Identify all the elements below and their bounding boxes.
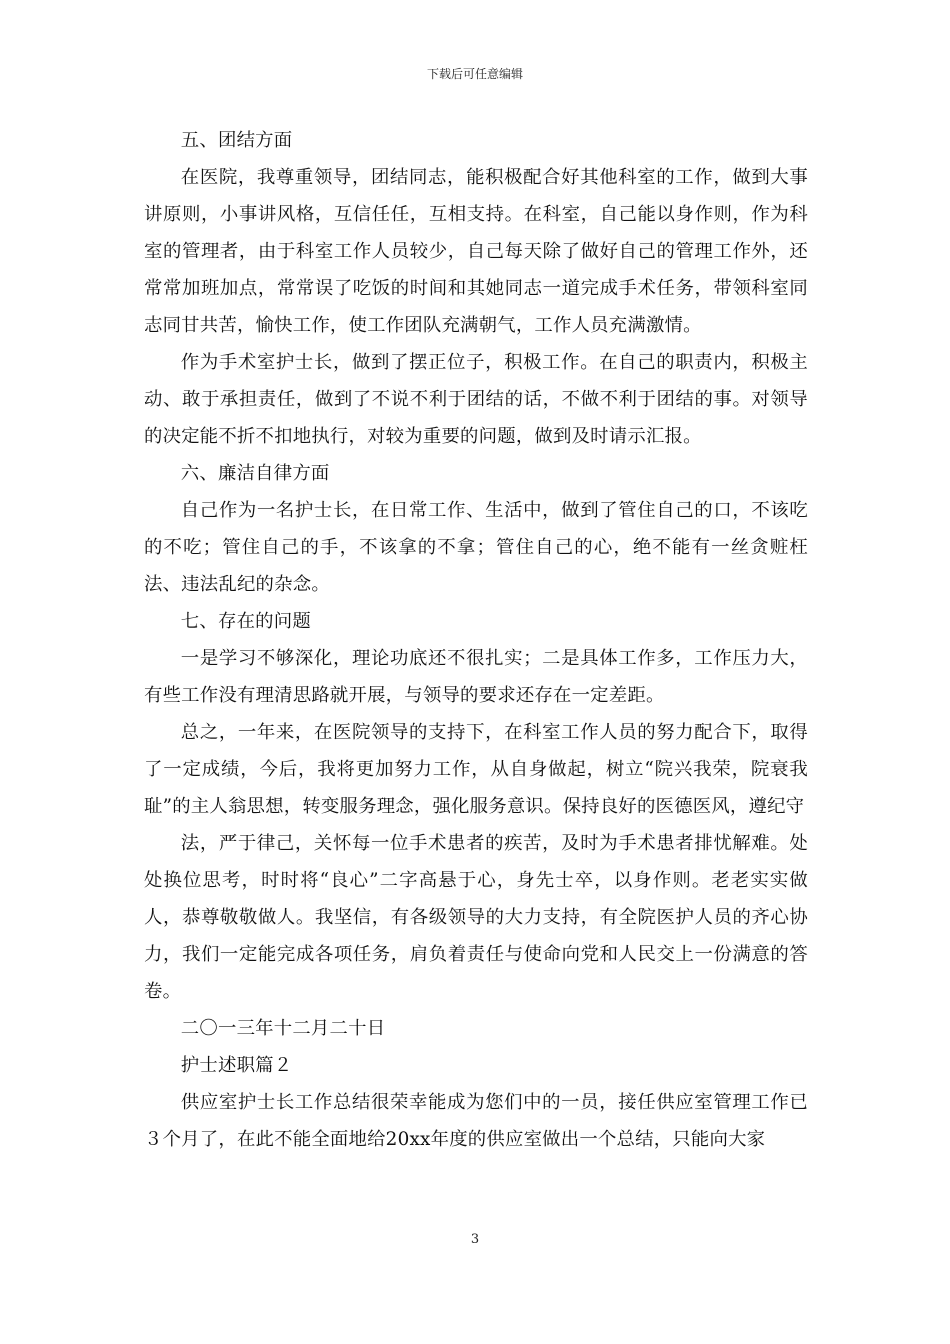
- page-header: 下载后可任意编辑: [426, 67, 523, 81]
- paragraph: 作为手术室护士长，做到了摆正位子，积极工作。在自己的职责内，积极主动、敢于承担责任，做到了不说不利于团结的话，不做不利于团结的事。对领导的决定能不折不扣地执行，对较为重要的问题，做到及时请示汇报。: [144, 352, 808, 447]
- document-body: [144, 122, 808, 1158]
- section-heading-integrity: 六、廉洁自律方面: [180, 463, 330, 484]
- paragraph: 一是学习不够深化，理论功底还不很扎实；二是具体工作多，工作压力大，有些工作没有理清思路就开展，与领导的要求还存在一定差距。: [144, 648, 808, 706]
- section-heading-unity: 五、团结方面: [180, 130, 293, 151]
- document-date: 二〇一三年十二月二十日: [180, 1018, 386, 1039]
- paragraph: 法，严于律己，关怀每一位手术患者的疾苦，及时为手术患者排忧解难。处处换位思考，时时将“良心”二字高悬于心，身先士卒，以身作则。老老实实做人，恭尊敬敬做人。我坚信，有各级领导的大力支持，有全院医护人员的齐心协力，我们一定能完成各项任务，肩负着责任与使命向党和人民交上一份满意的答卷。: [144, 833, 808, 1002]
- section-heading-problems: 七、存在的问题: [180, 611, 311, 632]
- paragraph: 在医院，我尊重领导，团结同志，能积极配合好其他科室的工作，做到大事讲原则，小事讲风格，互信任任，互相支持。在科室，自己能以身作则，作为科室的管理者，由于科室工作人员较少，自己每天除了做好自己的管理工作外，还常常加班加点，常常误了吃饭的时间和其她同志一道完成手术任务，带领科室同志同甘共苦，愉快工作，使工作团队充满朝气，工作人员充满激情。: [144, 167, 808, 336]
- paragraph: 总之，一年来，在医院领导的支持下，在科室工作人员的努力配合下，取得了一定成绩，今后，我将更加努力工作，从自身做起，树立“院兴我荣，院衰我耻”的主人翁思想，转变服务理念，强化服务意识。保持良好的医德医风，遵纪守: [144, 722, 808, 817]
- paragraph: 供应室护士长工作总结很荣幸能成为您们中的一员，接任供应室管理工作已３个月了，在此不能全面地给20xx年度的供应室做出一个总结，只能向大家: [144, 1092, 808, 1150]
- paragraph: 自己作为一名护士长，在日常工作、生活中，做到了管住自己的口，不该吃的不吃；管住自己的手，不该拿的不拿；管住自己的心，绝不能有一丝贪赃枉法、违法乱纪的杂念。: [144, 500, 808, 595]
- section-title-report-2: 护士述职篇２: [180, 1055, 293, 1076]
- page-number: 3: [470, 1232, 480, 1247]
